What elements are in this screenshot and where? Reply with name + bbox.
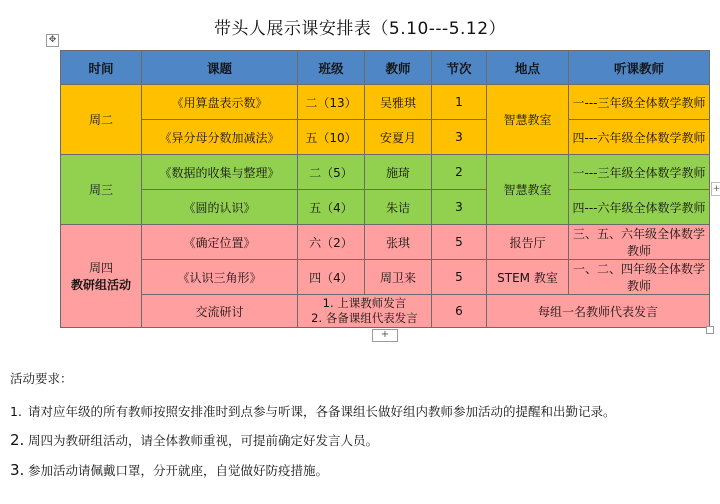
- class-cell: 二（5）: [298, 155, 365, 190]
- audience-cell: 一---三年级全体数学教师: [569, 155, 710, 190]
- class-cell: 五（4）: [298, 190, 365, 225]
- topic-cell: 《用算盘表示数》: [142, 85, 298, 120]
- day-cell-thursday: [61, 225, 142, 328]
- day-cell-tuesday: 周二: [61, 85, 142, 155]
- table-header-row: [61, 51, 710, 85]
- day-label-thursday: 周四: [88, 261, 113, 275]
- requirements-heading: 活动要求：: [10, 371, 73, 386]
- add-row-icon[interactable]: +: [372, 329, 398, 342]
- requirement-number: 3.: [10, 461, 25, 479]
- header-audience: 听课教师: [569, 51, 710, 85]
- period-cell: 1: [432, 85, 487, 120]
- topic-cell: 交流研讨: [142, 295, 298, 328]
- requirement-text: 请对应年级的所有教师按照安排准时到点参与听课，各备课组长做好组内教师参加活动的提醒和出勤记录。: [28, 404, 616, 419]
- exchange-detail-cell: [298, 295, 432, 328]
- table-resize-handle[interactable]: [706, 326, 714, 334]
- audience-cell: 三、五、六年级全体数学教师: [569, 225, 710, 260]
- requirement-item: [10, 461, 328, 479]
- header-period: 节次: [432, 51, 487, 85]
- topic-cell: 《异分母分数加减法》: [142, 120, 298, 155]
- day-cell-wednesday: 周三: [61, 155, 142, 225]
- header-teacher: 教师: [365, 51, 432, 85]
- table-row: [61, 155, 710, 190]
- topic-cell: 《确定位置》: [142, 225, 298, 260]
- topic-cell: 《圆的认识》: [142, 190, 298, 225]
- requirement-text: 周四为教研组活动，请全体教师重视，可提前确定好发言人员。: [28, 433, 379, 448]
- add-column-icon[interactable]: +: [712, 184, 720, 194]
- day-sublabel-thursday: 教研组活动: [70, 278, 131, 292]
- requirement-number: 1.: [10, 404, 22, 419]
- period-cell: 5: [432, 260, 487, 295]
- topic-cell: 《认识三角形》: [142, 260, 298, 295]
- class-cell: 六（2）: [298, 225, 365, 260]
- class-cell: 四（4）: [298, 260, 365, 295]
- move-handle-icon[interactable]: ✥: [46, 34, 59, 47]
- teacher-cell: 朱诘: [365, 190, 432, 225]
- requirement-text: 参加活动请佩戴口罩，分开就座，自觉做好防疫措施。: [28, 463, 329, 478]
- audience-cell: 四---六年级全体数学教师: [569, 190, 710, 225]
- table-row: [61, 260, 710, 295]
- table-row: [61, 85, 710, 120]
- period-cell: 2: [432, 155, 487, 190]
- teacher-cell: 张琪: [365, 225, 432, 260]
- header-topic: 课题: [142, 51, 298, 85]
- exchange-detail-line: 2. 各备课组代表发言: [311, 311, 418, 325]
- table-row: [61, 295, 710, 328]
- period-cell: 5: [432, 225, 487, 260]
- requirement-item: [10, 431, 378, 449]
- audience-cell: 一、二、四年级全体数学教师: [569, 260, 710, 295]
- teacher-cell: 吴雅琪: [365, 85, 432, 120]
- table-row: [61, 120, 710, 155]
- topic-cell: 《数据的收集与整理》: [142, 155, 298, 190]
- table-row: [61, 225, 710, 260]
- class-cell: 二（13）: [298, 85, 365, 120]
- teacher-cell: 施琦: [365, 155, 432, 190]
- exchange-detail-line: 1. 上课教师发言: [322, 296, 407, 310]
- period-cell: 6: [432, 295, 487, 328]
- audience-cell: 一---三年级全体数学教师: [569, 85, 710, 120]
- exchange-note-cell: 每组一名教师代表发言: [487, 295, 710, 328]
- requirement-item: [10, 402, 616, 420]
- teacher-cell: 安夏月: [365, 120, 432, 155]
- period-cell: 3: [432, 190, 487, 225]
- location-cell: 智慧教室: [487, 85, 569, 155]
- period-cell: 3: [432, 120, 487, 155]
- table-row: [61, 190, 710, 225]
- header-class: 班级: [298, 51, 365, 85]
- requirement-number: 2.: [10, 431, 25, 449]
- audience-cell: 四---六年级全体数学教师: [569, 120, 710, 155]
- header-time: 时间: [61, 51, 142, 85]
- location-cell: STEM 教室: [487, 260, 569, 295]
- location-cell: 报告厅: [487, 225, 569, 260]
- class-cell: 五（10）: [298, 120, 365, 155]
- schedule-table: [60, 50, 710, 328]
- teacher-cell: 周卫来: [365, 260, 432, 295]
- header-location: 地点: [487, 51, 569, 85]
- page-title: 带头人展示课安排表（5.10---5.12）: [213, 19, 507, 39]
- location-cell: 智慧教室: [487, 155, 569, 225]
